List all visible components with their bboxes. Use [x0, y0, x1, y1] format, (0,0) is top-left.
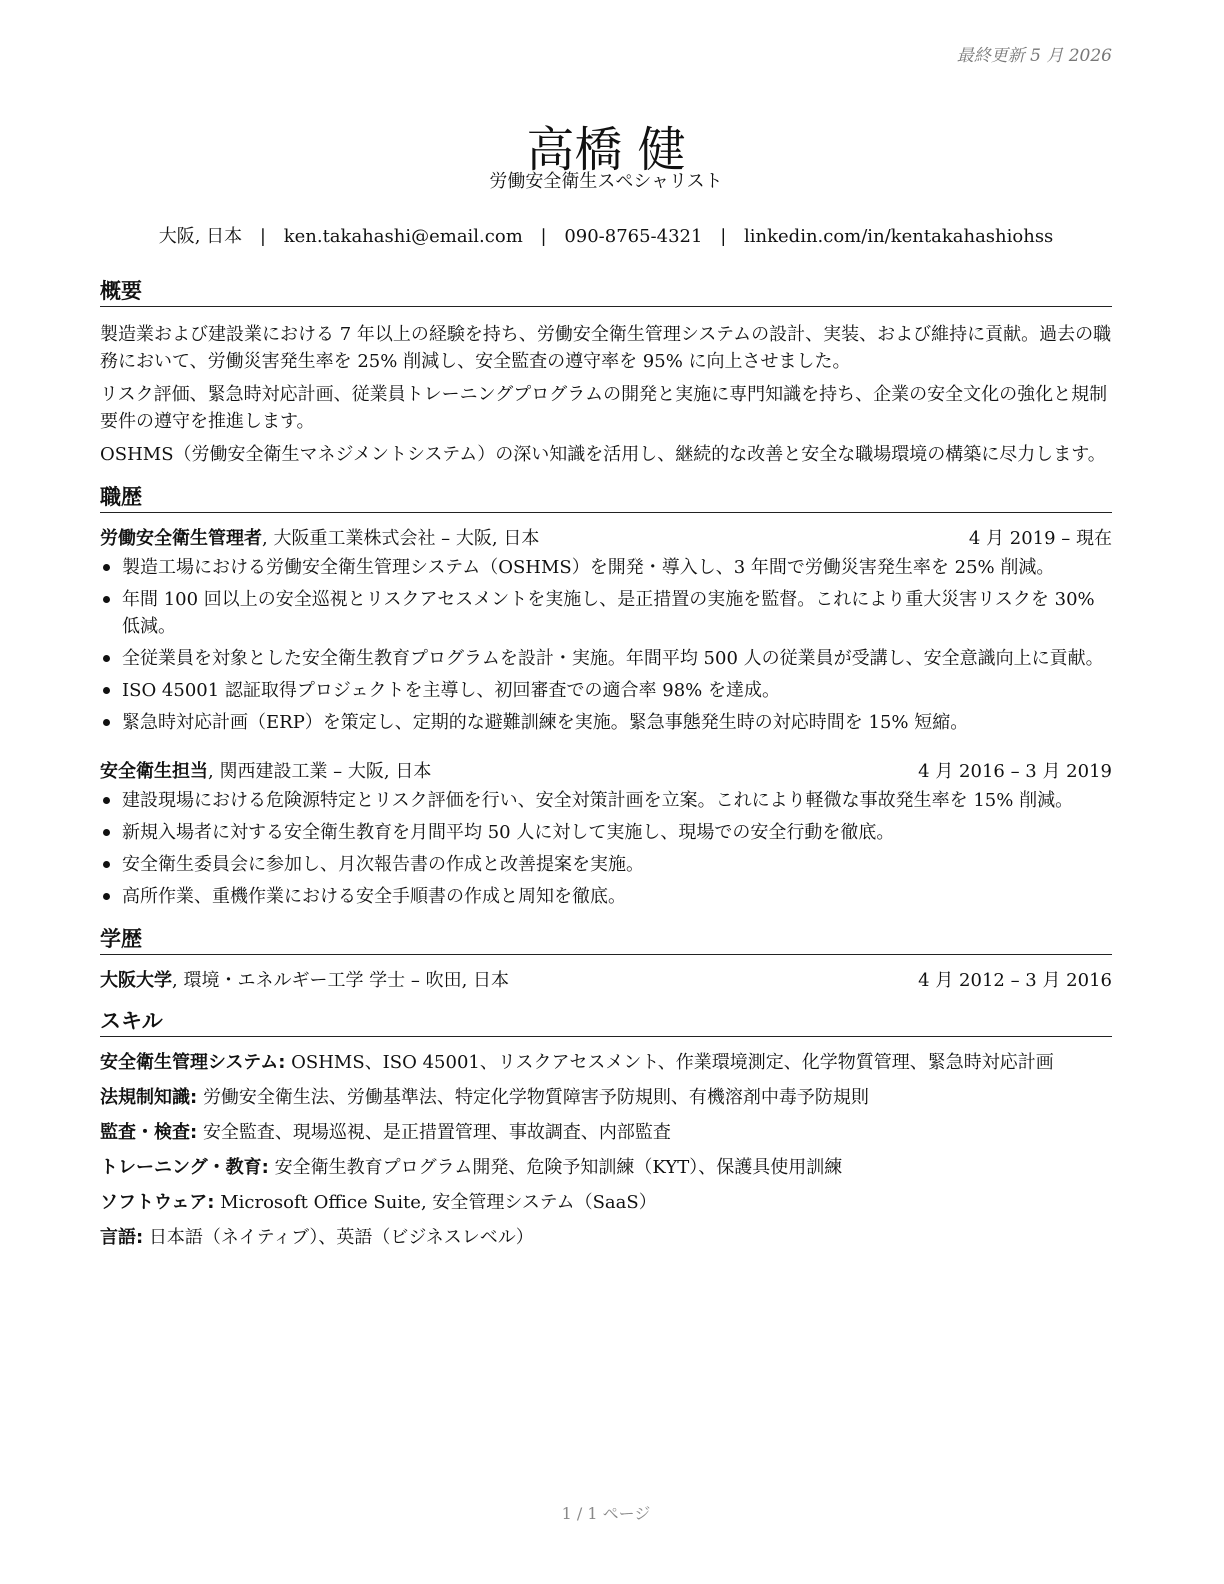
- list-item: [100, 677, 1112, 704]
- bullet-dot-icon: [103, 655, 110, 662]
- summary-heading: 概要: [100, 276, 1112, 307]
- job-header: [100, 758, 1112, 785]
- skill-value: OSHMS、ISO 45001、リスクアセスメント、作業環境測定、化学物質管理、緊急時対応計画: [291, 1052, 1054, 1073]
- skill-colon: :: [261, 1157, 269, 1178]
- skills-section: [100, 1049, 1112, 1251]
- bullet-text: 年間 100 回以上の安全巡視とリスクアセスメントを実施し、是正措置の実施を監督。これにより重大災害リスクを 30% 低減。: [122, 589, 1095, 637]
- job-header: [100, 525, 1112, 552]
- summary-paragraph: リスク評価、緊急時対応計画、従業員トレーニングプログラムの開発と実施に専門知識を持ち、企業の安全文化の強化と規制要件の遵守を推進します。: [100, 384, 1108, 432]
- education-school: 大阪大学: [100, 970, 172, 991]
- skill-colon: :: [190, 1122, 198, 1143]
- bullet-text: 全従業員を対象とした安全衛生教育プログラムを設計・実施。年間平均 500 人の従業員が受講し、安全意識向上に貢献。: [122, 648, 1104, 669]
- skill-value: Microsoft Office Suite, 安全管理システム（SaaS）: [220, 1192, 657, 1213]
- summary-paragraph: OSHMS（労働安全衛生マネジメントシステム）の深い知識を活用し、継続的な改善と安全な職場環境の構築に尽力します。: [100, 444, 1106, 465]
- skill-label: 言語: [100, 1227, 136, 1248]
- bullet-dot-icon: [103, 893, 110, 900]
- contact-separator: |: [259, 226, 266, 247]
- skills-heading: スキル: [100, 1006, 1112, 1037]
- contact-email[interactable]: ken.takahashi@email.com: [283, 226, 523, 247]
- bullet-text: 建設現場における危険源特定とリスク評価を行い、安全対策計画を立案。これにより軽微な事故発生率を 15% 削減。: [122, 790, 1074, 811]
- bullet-text: ISO 45001 認証取得プロジェクトを主導し、初回審査での適合率 98% を達成。: [122, 680, 780, 701]
- bullet-dot-icon: [103, 861, 110, 868]
- list-item: [100, 787, 1112, 814]
- bullet-dot-icon: [103, 797, 110, 804]
- list-item: [100, 709, 1112, 736]
- contact-location: 大阪, 日本: [158, 226, 243, 247]
- skill-row: [100, 1224, 1112, 1251]
- job-organization: , 関西建設工業 – 大阪, 日本: [208, 761, 432, 782]
- last-updated: 最終更新 5 月 2026: [956, 46, 1112, 66]
- resume-page: [100, 0, 1112, 1584]
- education-dates: 4 月 2012 – 3 月 2016: [918, 970, 1112, 991]
- job-dates: 4 月 2016 – 3 月 2019: [918, 761, 1112, 782]
- skill-row: [100, 1084, 1112, 1111]
- skill-label: 法規制知識: [100, 1087, 190, 1108]
- list-item: [100, 554, 1112, 581]
- contact-linkedin[interactable]: linkedin.com/in/kentakahashiohss: [744, 226, 1054, 247]
- bullet-dot-icon: [103, 596, 110, 603]
- skill-colon: :: [190, 1087, 198, 1108]
- list-item: [100, 586, 1112, 640]
- summary-paragraph: 製造業および建設業における 7 年以上の経験を持ち、労働安全衛生管理システムの設計、実装、および維持に貢献。過去の職務において、労働災害発生率を 25% 削減し、安全監査の遵守率を 95% に向上させました。: [100, 324, 1112, 372]
- bullet-dot-icon: [103, 564, 110, 571]
- bullet-text: 緊急時対応計画（ERP）を策定し、定期的な避難訓練を実施。緊急事態発生時の対応時間を 15% 短縮。: [122, 712, 969, 733]
- bullet-dot-icon: [103, 719, 110, 726]
- bullet-text: 製造工場における労働安全衛生管理システム（OSHMS）を開発・導入し、3 年間で労働災害発生率を 25% 削減。: [122, 557, 1055, 578]
- skill-label: ソフトウェア: [100, 1192, 208, 1213]
- resume-body: [100, 276, 1112, 1259]
- education-entry: [100, 967, 1112, 994]
- skill-colon: :: [278, 1052, 286, 1073]
- page-number: 1 / 1 ページ: [561, 1504, 651, 1523]
- summary-section: [100, 321, 1112, 468]
- job-title: 労働安全衛生スペシャリスト: [489, 171, 723, 192]
- skill-value: 安全衛生教育プログラム開発、危険予知訓練（KYT）、保護具使用訓練: [274, 1157, 843, 1178]
- bullet-dot-icon: [103, 687, 110, 694]
- list-item: [100, 645, 1112, 672]
- job-organization: , 大阪重工業株式会社 – 大阪, 日本: [262, 528, 540, 549]
- education-detail: , 環境・エネルギー工学 学士 – 吹田, 日本: [172, 970, 510, 991]
- job-bullets: [100, 554, 1112, 736]
- skill-row: [100, 1154, 1112, 1181]
- skill-row: [100, 1119, 1112, 1146]
- list-item: [100, 883, 1112, 910]
- job-entry: [100, 758, 1112, 910]
- skill-colon: :: [207, 1192, 215, 1213]
- candidate-name: 高橋 健: [526, 122, 686, 179]
- skill-label: トレーニング・教育: [100, 1157, 262, 1178]
- skill-value: 安全監査、現場巡視、是正措置管理、事故調査、内部監査: [202, 1122, 671, 1143]
- job-dates: 4 月 2019 – 現在: [968, 528, 1112, 549]
- job-role: 安全衛生担当: [100, 761, 208, 782]
- list-item: [100, 851, 1112, 878]
- contact-phone[interactable]: 090-8765-4321: [564, 226, 703, 247]
- skill-label: 安全衛生管理システム: [100, 1052, 279, 1073]
- bullet-text: 高所作業、重機作業における安全手順書の作成と周知を徹底。: [122, 886, 626, 907]
- skill-colon: :: [136, 1227, 144, 1248]
- experience-heading: 職歴: [100, 482, 1112, 513]
- education-heading: 学歴: [100, 924, 1112, 955]
- contact-separator: |: [540, 226, 547, 247]
- contact-separator: |: [720, 226, 727, 247]
- skill-label: 監査・検査: [100, 1122, 190, 1143]
- bullet-text: 安全衛生委員会に参加し、月次報告書の作成と改善提案を実施。: [122, 854, 644, 875]
- job-entry: [100, 525, 1112, 736]
- list-item: [100, 819, 1112, 846]
- bullet-dot-icon: [103, 829, 110, 836]
- skill-row: [100, 1189, 1112, 1216]
- skill-value: 日本語（ネイティブ）、英語（ビジネスレベル）: [148, 1227, 534, 1248]
- job-bullets: [100, 787, 1112, 910]
- skill-row: [100, 1049, 1112, 1076]
- bullet-text: 新規入場者に対する安全衛生教育を月間平均 50 人に対して実施し、現場での安全行動を徹底。: [122, 822, 895, 843]
- job-role: 労働安全衛生管理者: [100, 528, 262, 549]
- skill-value: 労働安全衛生法、労働基準法、特定化学物質障害予防規則、有機溶剤中毒予防規則: [202, 1087, 869, 1108]
- contact-line: [100, 223, 1112, 250]
